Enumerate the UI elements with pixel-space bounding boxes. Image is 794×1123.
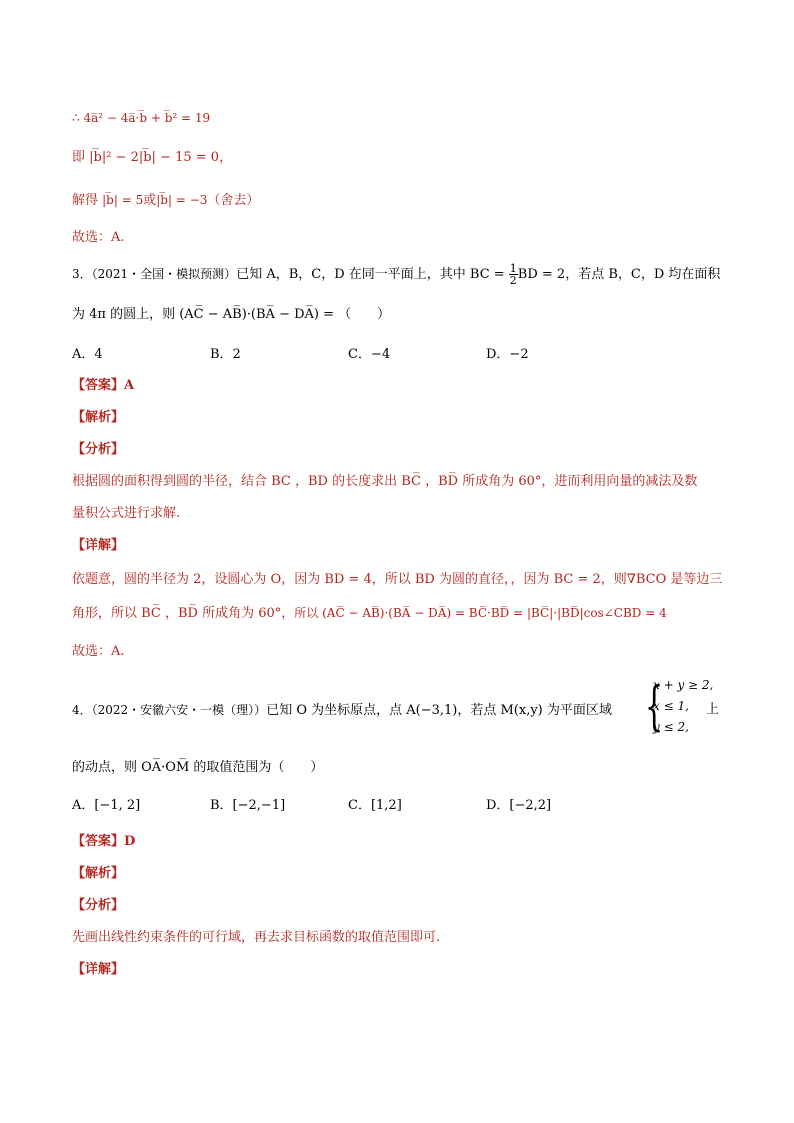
fraction-one-half: $\frac{1}{2}$ — [509, 262, 517, 287]
question-3-option-a: A．4 — [72, 347, 103, 362]
constraint-1: x + y ≥ 2, — [653, 678, 714, 692]
question-4-option-d: D．[−2,2] — [486, 798, 552, 813]
question-4-option-b: B．[−2,−1] — [210, 798, 286, 813]
question-4-fenxi-text: 先画出线性约束条件的可行域，再去求目标函数的取值范围即可. — [72, 930, 441, 945]
question-4-source: 4．（2022・安徽六安・一模（理）） — [72, 703, 267, 717]
question-4-line-1 — [72, 700, 612, 721]
question-3-answer: 【答案】A — [72, 378, 135, 393]
question-4-answer: 【答案】D — [72, 834, 136, 849]
question-4-fenxi-heading: 【分析】 — [72, 898, 125, 913]
discard-note: （舍去） — [207, 193, 260, 208]
equation-line-1: ∴ 4a̅² − 4a̅·b̅ + b̅² = 19 — [72, 111, 211, 125]
solve-prefix: 解得 — [72, 193, 103, 208]
question-3-choice: 故选：A. — [72, 644, 125, 659]
question-3-detail-text-2 — [72, 603, 667, 624]
question-3-option-d: D．−2 — [486, 347, 529, 362]
question-3-source: 3．（2021・全国・模拟预测） — [72, 267, 237, 281]
solution-value-1: |b̅| = 5 — [102, 193, 144, 207]
question-3-detail-heading: 【详解】 — [72, 538, 125, 553]
question-3-option-c: C．−4 — [348, 347, 391, 362]
equation-line-2: 即 |b̅|² − 2|b̅| − 15 = 0， — [72, 150, 233, 165]
question-3-text-b: BD = 2，若点 B，C，D 均在面积 — [517, 267, 721, 282]
left-brace: { — [645, 677, 664, 737]
question-3-fenxi-heading: 【分析】 — [72, 442, 125, 457]
question-3-detail-text-2a: 角形，所以 BC̅ ，BD̅ 所成角为 60°， — [72, 606, 295, 621]
question-3-detail-text-1: 依题意，圆的半径为 2，设圆心为 O，因为 BD = 4，所以 BD 为圆的直径，，因为 BC = 2，则∇BCO 是等边三 — [72, 572, 723, 587]
or-word: 或 — [143, 193, 157, 208]
question-3-text-a: 已知 A，B，C，D 在同一平面上，其中 BC = — [236, 267, 509, 282]
question-3-analysis-heading: 【解析】 — [72, 410, 125, 425]
question-3-detail-text-2b: 所以 (AC̅ − AB̅)·(BA̅ − DA̅) = BC̅·BD̅ = |BC̅|·|BD̅|cos∠CBD = 4 — [294, 606, 667, 620]
question-4-option-c: C．[1,2] — [348, 798, 402, 813]
question-4-analysis-heading: 【解析】 — [72, 866, 125, 881]
solution-line — [72, 190, 259, 211]
question-3-option-b: B．2 — [210, 347, 241, 362]
question-3-line-2: 为 4π 的圆上，则 (AC̅ − AB̅)·(BA̅ − DA̅) = （ ） — [72, 307, 391, 322]
question-3-fenxi-text-1: 根据圆的面积得到圆的半径，结合 BC ，BD 的长度求出 BC̅ ，BD̅ 所成角为 60°，进而利用向量的减法及数 — [72, 474, 698, 489]
question-4-line-2: 的动点，则 OA̅·OM̅ 的取值范围为（ ） — [72, 760, 324, 775]
solution-value-2: |b̅| = −3 — [156, 193, 208, 207]
choice-line: 故选：A. — [72, 230, 125, 245]
question-3-fenxi-text-2: 量积公式进行求解. — [72, 506, 181, 521]
question-4-text: 已知 O 为坐标原点，点 A(−3,1)，若点 M(x,y) 为平面区域 — [266, 703, 612, 718]
question-3-line-1 — [72, 263, 720, 286]
question-4-detail-heading: 【详解】 — [72, 962, 125, 977]
constraint-2: x ≤ 1, — [653, 699, 689, 713]
constraint-3: y ≤ 2, — [653, 720, 689, 734]
question-4-tail: 上 — [706, 702, 720, 717]
question-4-option-a: A．[−1, 2] — [72, 798, 141, 813]
